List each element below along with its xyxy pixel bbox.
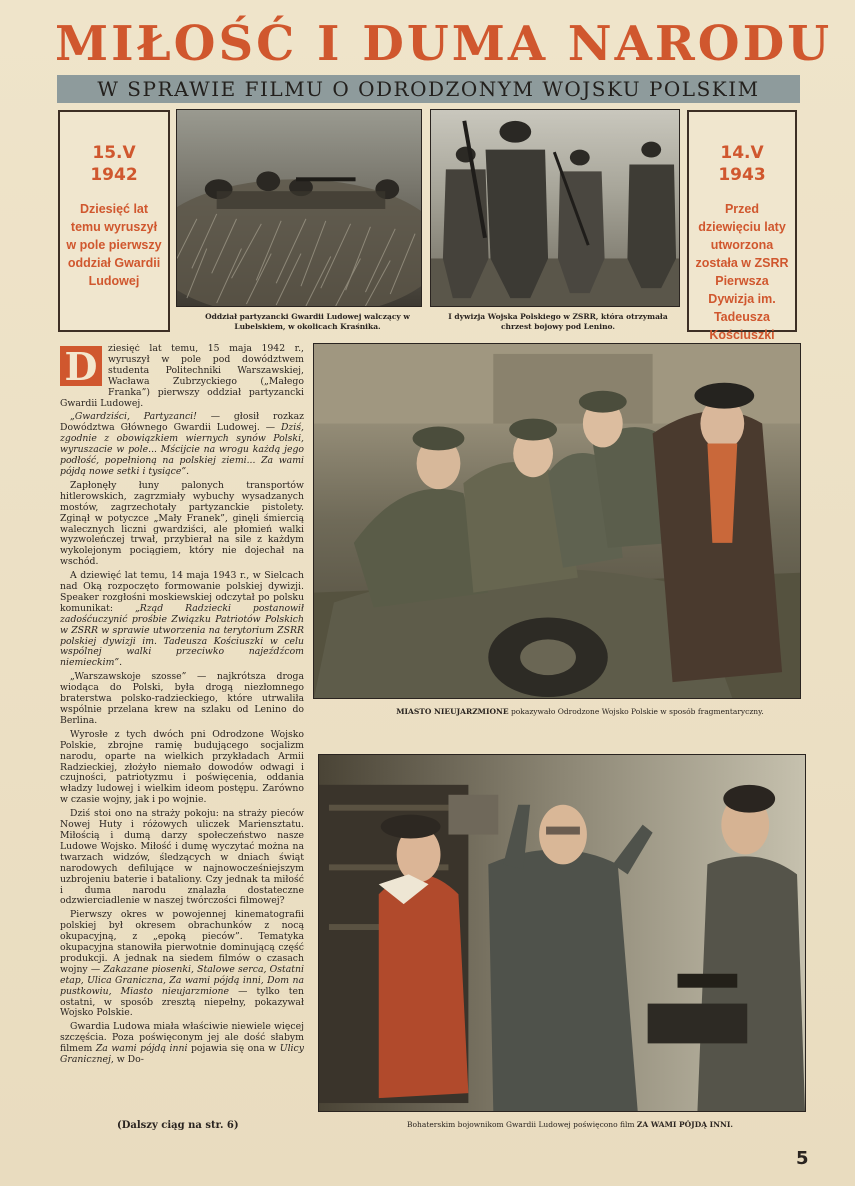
photo-miasto-caption xyxy=(370,707,790,729)
page-title: MIŁOŚĆ I DUMA NARODU xyxy=(55,16,833,72)
continued-on-page: (Dalszy ciąg na str. 6) xyxy=(117,1120,239,1131)
article-paragraph: „Warszawskoje szosse” — najkrótsza droga wiodąca do Polski, była drogą niezłomnego braterstwa polsko-radzieckiego, które utrwaliła wspólnie przelana krew na szlaku od Lenino do Berlina. xyxy=(60,671,304,726)
photo-za-wami-caption-text: Bohaterskim bojownikom Gwardii Ludowej poświęcono film xyxy=(406,1120,637,1129)
article-paragraph xyxy=(60,344,304,409)
photo-partisans-caption: Oddział partyzancki Gwardii Ludowej walczący w Lubelskiem, w okolicach Kraśnika. xyxy=(205,312,410,331)
page-number: 5 xyxy=(796,1148,809,1169)
date-box-left-text: Dziesięć lat temu wyruszył w pole pierwszy oddział Gwardii Ludowej xyxy=(66,202,162,288)
article-text: A dziewięć lat temu, 14 maja 1943 r., w Sielcach nad Oką rozpoczęto formowanie polskiej dywizji. Speaker rozgłośni moskiewskiej odczytał po polsku komunikat: xyxy=(60,570,304,614)
photo-za-wami-caption-title: ZA WAMI PÓJDĄ INNI. xyxy=(636,1120,734,1129)
date-box-left-year: 1942 xyxy=(90,165,138,185)
article-film-titles: Zakazane piosenki, Stalowe serca, Ostatni etap, Ulica Graniczna, Za wami pójdą inni, Dom na pustkowiu, Miasto nieujarzmione xyxy=(60,963,304,997)
photo-za-wami-caption xyxy=(350,1120,790,1134)
photo-miasto-nieujarzmione xyxy=(313,343,801,699)
article-body xyxy=(60,344,304,1144)
article-text: ziesięć lat temu, 15 maja 1942 r., wyruszył w pole pod dowództwem studenta Politechniki Warszawskiej, Wacława Zubrzyckiego („Małego Franka”) pierwszy oddział partyzancki Gwardii Ludowej. xyxy=(60,344,304,409)
article-quote: „Rząd Radziecki postanowił zadośćuczynić prośbie Związku Patriotów Polskich w ZSRR w sprawie utworzenia na terytorium ZSRR polskiej dywizji im. Tadeusza Kościuszki w celu wspólnej walki przeciwko najeźdźcom niemieckim”. xyxy=(60,602,304,669)
photo-miasto-caption-title: MIASTO NIEUJARZMIONE xyxy=(396,707,509,716)
article-paragraph: Dziś stoi ono na straży pokoju: na straży pieców Nowej Huty i różowych uliczek Mariensztatu. Miłością i dumą darzy społeczeństwo nasze Ludowe Wojsko. Miłość i dumę wyczytać można na twarzach widzów, śledzących w dniach świąt narodowych defilujące w najnowocześniejszym uzbrojeniu baterie i bataliony. Czy jednak ta miłość i duma narodu znalazła dostateczne odzwierciadlenie w naszej twórczości filmowej? xyxy=(60,808,304,907)
date-box-left xyxy=(58,110,170,332)
article-text: — tylko ten ostatni, w sposób zresztą niepełny, pokazywał Wojsko Polskie. xyxy=(60,985,304,1019)
drop-cap: D xyxy=(60,346,102,386)
photo-miasto-caption-text: pokazywało Odrodzone Wojsko Polskie w sposób fragmentaryczny. xyxy=(508,707,764,716)
article-paragraph xyxy=(60,910,304,1019)
article-paragraph xyxy=(60,1022,304,1066)
article-paragraph: Zapłonęły łuny palonych transportów hitlerowskich, zagrzmiały wybuchy wysadzanych mostów, zagrzechotały partyzanckie pistolety. Zginął w potyczce „Mały Franek”, ginęli śmiercią walecznych liczni gwardziści, ale płomień walki wyzwoleńczej trwał, przybierał na sile z każdym wykolejonym pociągiem, który nie dojechał na wschód. xyxy=(60,479,304,568)
date-box-right xyxy=(687,110,797,342)
article-quote: „Gwardziści, Partyzanci! xyxy=(70,411,197,423)
article-paragraph xyxy=(60,571,304,669)
article-paragraph xyxy=(60,412,304,477)
article-text: — głosił rozkaz Dowództwa Głównego Gwardii Ludowej. — xyxy=(60,411,304,434)
article-text: Gwardia Ludowa miała właściwie niewiele więcej szczęścia. Poza poświęconym jej ale dość słabym filmem xyxy=(60,1021,304,1055)
page-subtitle: W SPRAWIE FILMU O ODRODZONYM WOJSKU POLSKIM xyxy=(57,75,800,103)
date-box-right-year: 1943 xyxy=(718,165,766,185)
date-box-right-day: 14.V xyxy=(720,143,764,163)
article-text: Pierwszy okres w powojennej kinematografii polskiej był okresem obrachunków z nocą okupacyjną, z „epoką pieców”. Tematyka okupacyjna stanowiła pierwotnie dominującą część produkcji. A jednak na siedem filmów o czasach wojny — xyxy=(60,909,304,975)
photo-division-soldiers xyxy=(430,109,680,307)
article-quote: Dziś, zgodnie z obowiązkiem wiernych synów Polski, wyruszacie w pole... Mścijcie na wrogu każdą jego podłość, popełnioną na polskiej ziemi... Za wami pójdą nowe setki i tysiące”. xyxy=(60,422,304,477)
photo-division-caption: I dywizja Wojska Polskiego w ZSRR, która otrzymała chrzest bojowy pod Lenino. xyxy=(448,312,668,331)
photo-partisans xyxy=(176,109,422,307)
date-box-right-text: Przed dziewięciu laty utworzona została w ZSRR Pierwsza Dywizja im. Tadeusza Kościuszki xyxy=(695,202,789,342)
date-box-left-day: 15.V xyxy=(92,143,136,163)
article-film-title: Ulicy Granicznej xyxy=(60,1043,304,1066)
article-film-title: Za wami pójdą inni xyxy=(95,1043,188,1055)
article-paragraph: Wyrosłe z tych dwóch pni Odrodzone Wojsko Polskie, zbrojne ramię budującego socjalizm narodu, oparte na wielkich przykładach Armii Radzieckiej, złożyło niemało dowodów odwagi i czujności, patriotyzmu i poświęcenia, oddania władzy ludowej i wielkim ideom postępu. Zarówno w czasie wojny, jak i po wojnie. xyxy=(60,728,304,806)
article-text: pojawia się ona w xyxy=(187,1043,280,1055)
photo-za-wami-pojda-inni xyxy=(318,754,806,1112)
article-text: , w Do- xyxy=(110,1054,144,1066)
